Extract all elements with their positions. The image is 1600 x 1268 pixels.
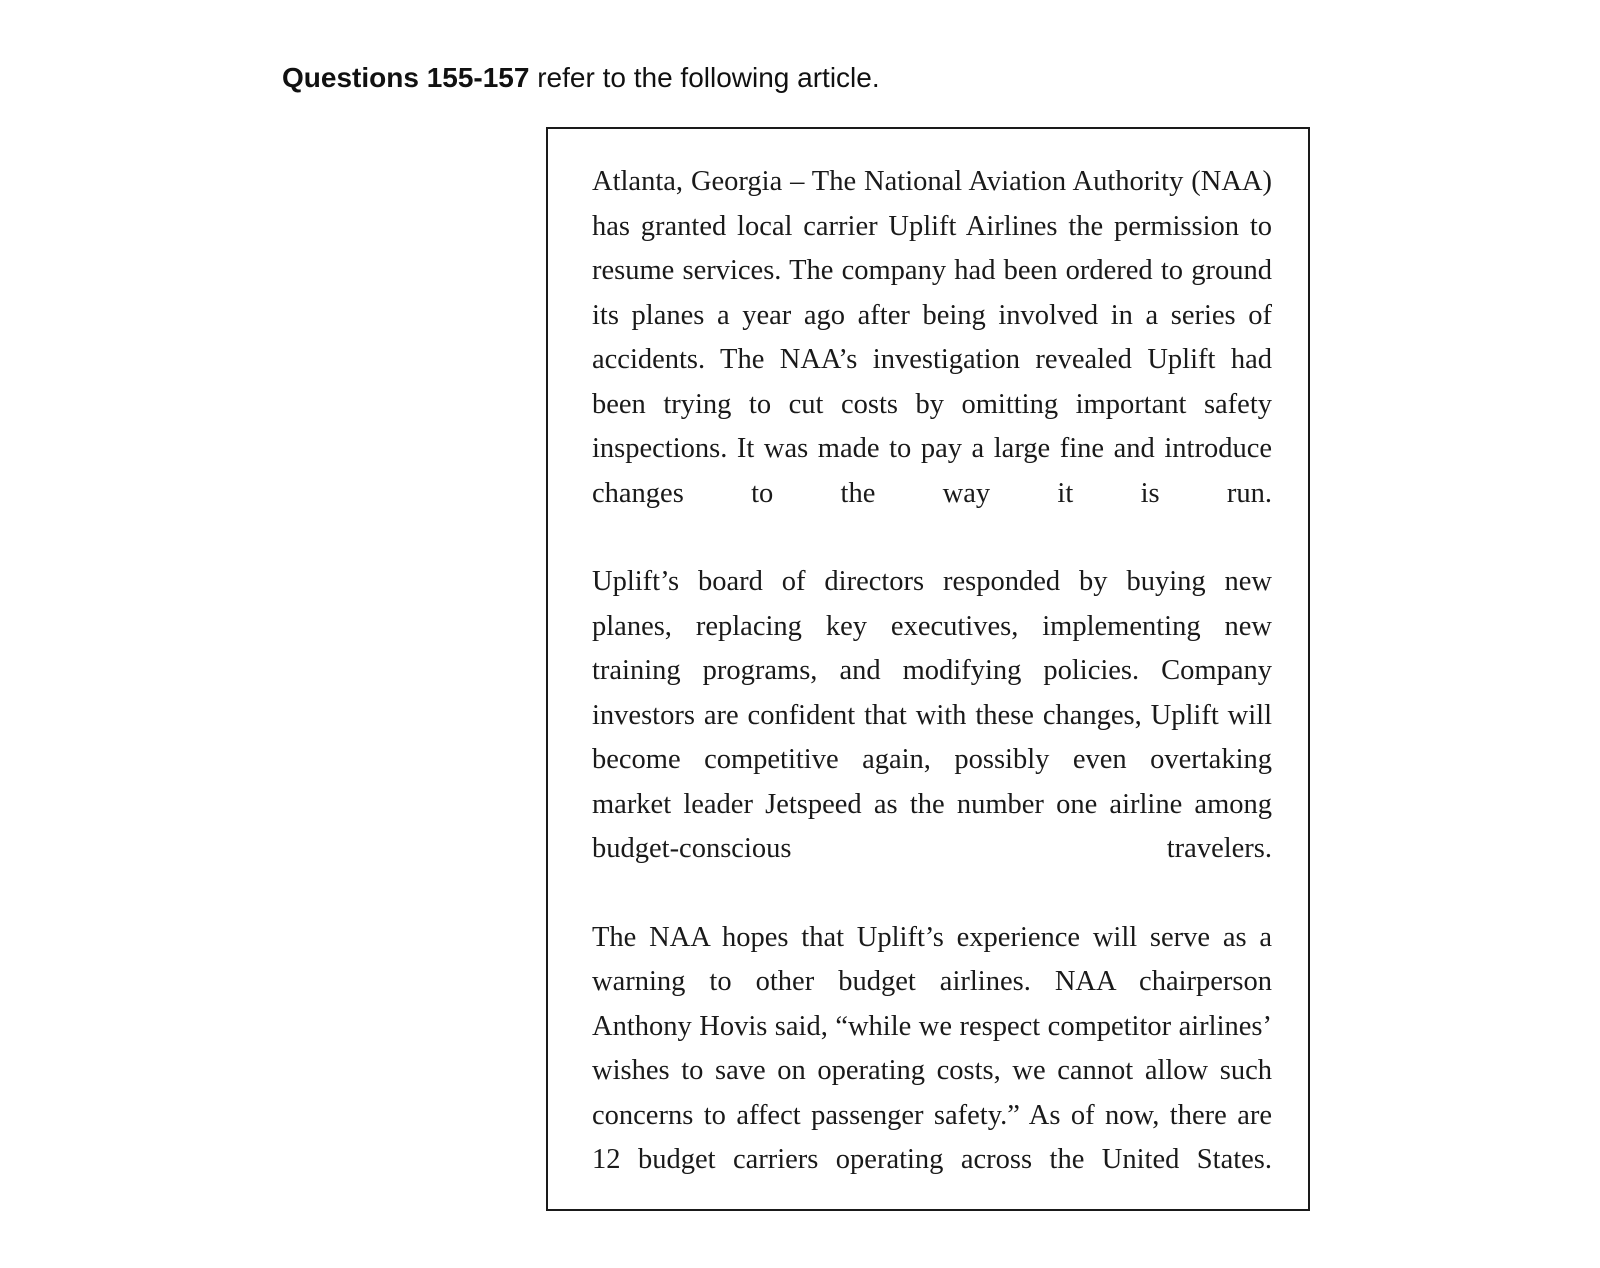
article-paragraph-3: The NAA hopes that Uplift’s experience will serve as a warning to other budget airlines. NAA chairperson Anthony Hovis said, “while we respect competitor airlines’ wishes to save on operating costs, we cannot allow such concerns to affect passenger safety.” As of now, there are 12 budget carriers operating across the United States. <box>592 921 1272 1175</box>
article-paragraph-2: Uplift’s board of directors responded by buying new planes, replacing key executives, implementing new training programs, and modifying policies. Company investors are confident that with these changes, Uplift will become competitive again, possibly even overtaking market leader Jetspeed as the number one airline among budget-conscious travelers. <box>592 566 1272 864</box>
article-box <box>546 127 1310 1211</box>
article-paragraph-1: Atlanta, Georgia – The National Aviation Authority (NAA) has granted local carrier Uplift Airlines the permission to resume services. The company had been ordered to ground its planes a year ago after being involved in a series of accidents. The NAA’s investigation revealed Uplift had been trying to cut costs by omitting important safety inspections. It was made to pay a large fine and introduce changes to the way it is run. <box>592 166 1272 509</box>
article-body <box>592 160 1272 1183</box>
question-range-label: Questions 155-157 <box>282 62 530 93</box>
question-instruction <box>282 60 880 96</box>
question-intro-text: refer to the following article. <box>529 62 880 93</box>
